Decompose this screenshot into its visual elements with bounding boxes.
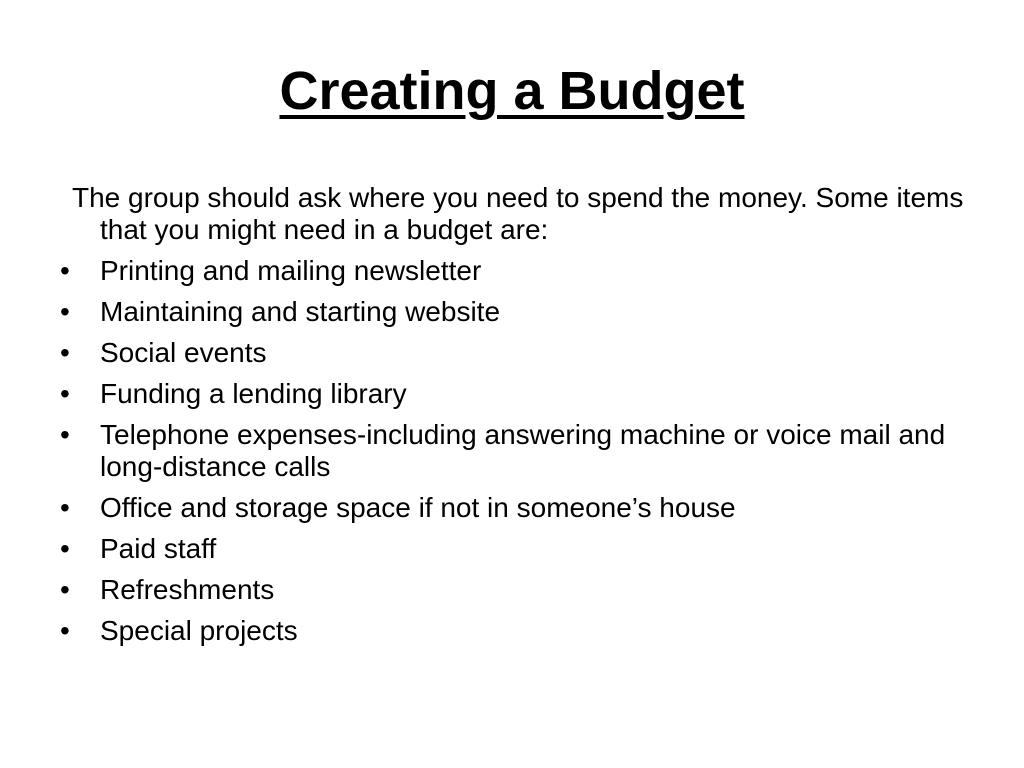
list-item [60, 337, 988, 369]
list-item [60, 615, 988, 647]
bullet-icon: • [60, 615, 70, 646]
list-item [60, 419, 988, 483]
list-item [60, 574, 988, 606]
list-item-text: Funding a lending library [100, 378, 407, 409]
bullet-icon: • [60, 492, 70, 523]
list-item-text: Office and storage space if not in someone’s house [100, 492, 736, 523]
bullet-icon: • [60, 337, 70, 368]
list-item-text: Printing and mailing newsletter [100, 255, 482, 286]
bullet-icon: • [60, 574, 70, 605]
slide-title: Creating a Budget [279, 61, 745, 121]
list-item [60, 255, 988, 287]
list-item-text: Telephone expenses-including answering machine or voice mail and long-distance calls [100, 419, 946, 482]
list-item [60, 378, 988, 410]
list-item-text: Maintaining and starting website [100, 296, 501, 327]
bullet-icon: • [60, 296, 70, 327]
bullet-icon: • [60, 419, 70, 450]
list-item [60, 296, 988, 328]
budget-items-list [60, 255, 988, 647]
bullet-icon: • [60, 255, 70, 286]
list-item-text: Special projects [100, 615, 298, 646]
bullet-icon: • [60, 533, 70, 564]
list-item-text: Social events [100, 337, 267, 368]
bullet-icon: • [60, 378, 70, 409]
list-item [60, 492, 988, 524]
slide-body [60, 182, 988, 656]
list-item-text: Paid staff [100, 533, 217, 564]
list-item-text: Refreshments [100, 574, 275, 605]
list-item [60, 533, 988, 565]
intro-paragraph: The group should ask where you need to spend the money. Some items that you might need in a budget are: [72, 182, 964, 245]
